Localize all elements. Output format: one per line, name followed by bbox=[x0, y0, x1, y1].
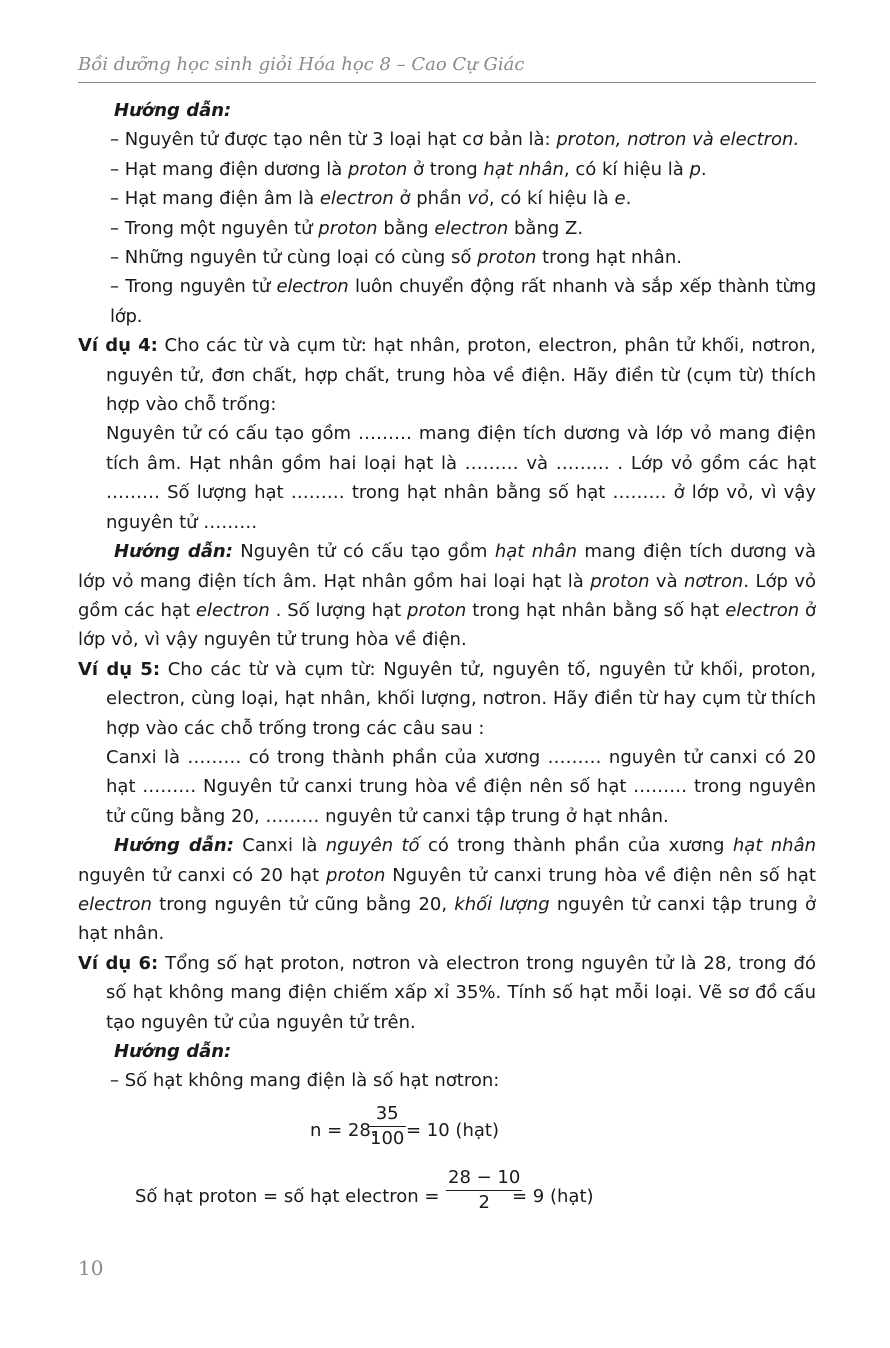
example-6-guidance-heading: Hướng dẫn: bbox=[114, 1041, 232, 1062]
guidance-line: – Hạt mang điện dương là proton ở trong hạt nhân, có kí hiệu là p. bbox=[110, 158, 707, 180]
formula-neutron: n = 28. $\frac{35}{100}$ = 10 (hạt) bbox=[310, 1102, 499, 1149]
example-5-prompt: Ví dụ 5: Cho các từ và cụm từ: Nguyên tử, nguyên tố, nguyên tử khối, proton, electron, cùng loại, hạt nhân, khối lượng, nơtron. Hãy điền từ hay cụm từ thích hợp vào các chỗ trống trong các câu sau : bbox=[78, 658, 816, 739]
guidance-line: – Trong một nguyên tử proton bằng electron bằng Z. bbox=[110, 217, 584, 239]
guidance-line: – Hạt mang điện âm là electron ở phần vỏ, có kí hiệu là e. bbox=[110, 188, 632, 210]
example-4-fill-text: Nguyên tử có cấu tạo gồm ……… mang điện tích dương và lớp vỏ mang điện tích âm. Hạt nhân gồm hai loại hạt là ……… và ……… . Lớp vỏ gồm các hạt ……… Số lượng hạt ……… trong hạt nhân bằng số hạt ……… ở lớp vỏ, vì vậy nguyên tử ……… bbox=[106, 423, 816, 533]
example-5-answer: Hướng dẫn: Canxi là nguyên tố có trong thành phần của xương hạt nhân nguyên tử canxi có 20 hạt proton Nguyên tử canxi trung hòa về điện nên số hạt electron trong nguyên tử cũng bằng 20, khối lượng nguyên tử canxi tập trung ở hạt nhân. bbox=[78, 835, 817, 945]
running-header: Bồi dưỡng học sinh giỏi Hóa học 8 – Cao Cự Giác bbox=[78, 54, 525, 75]
example-6-prompt: Ví dụ 6: Tổng số hạt proton, nơtron và electron trong nguyên tử là 28, trong đó số hạt không mang điện chiếm xấp xỉ 35%. Tính số hạt mỗi loại. Vẽ sơ đồ cấu tạo nguyên tử của nguyên tử trên. bbox=[78, 952, 816, 1033]
example-6-step: – Số hạt không mang điện là số hạt nơtron: bbox=[110, 1070, 500, 1092]
example-6-label: Ví dụ 6: bbox=[78, 952, 159, 974]
page-number: 10 bbox=[78, 1256, 104, 1280]
example-5-label: Ví dụ 5: bbox=[78, 658, 161, 680]
guidance-line: – Trong nguyên tử electron luôn chuyển động rất nhanh và sắp xếp thành từng lớp. bbox=[110, 276, 816, 327]
guidance-label: Hướng dẫn: bbox=[114, 100, 232, 121]
example-5-fill-text: Canxi là ……… có trong thành phần của xương ……… nguyên tử canxi có 20 hạt ……… Nguyên tử canxi trung hòa về điện nên số hạt ……… trong nguyên tử cũng bằng 20, ……… nguyên tử canxi tập trung ở hạt nhân. bbox=[106, 746, 816, 827]
guidance-list bbox=[78, 125, 816, 331]
guidance-line: – Nguyên tử được tạo nên từ 3 loại hạt cơ bản là: proton, nơtron và electron. bbox=[110, 129, 800, 151]
example-4-label: Ví dụ 4: bbox=[78, 335, 158, 357]
formula-proton-electron: Số hạt proton = số hạt electron = $\frac{28 - 10}{2}$ = 9 (hạt) bbox=[135, 1166, 594, 1213]
fraction: $\frac{35}{100}$ bbox=[370, 1102, 405, 1149]
example-4-answer: Hướng dẫn: Nguyên tử có cấu tạo gồm hạt nhân mang điện tích dương và lớp vỏ mang điện tích âm. Hạt nhân gồm hai loại hạt là proton và nơtron. Lớp vỏ gồm các hạt electron . Số lượng hạt proton trong hạt nhân bằng số hạt electron ở lớp vỏ, vì vậy nguyên tử trung hòa về điện. bbox=[78, 541, 816, 651]
example-4-prompt: Ví dụ 4: Cho các từ và cụm từ: hạt nhân, proton, electron, phân tử khối, nơtron, nguyên tử, đơn chất, hợp chất, trung hòa về điện. Hãy điền từ (cụm từ) thích hợp vào chỗ trống: bbox=[78, 335, 817, 416]
page-content bbox=[78, 96, 816, 1222]
guidance-line: – Những nguyên tử cùng loại có cùng số proton trong hạt nhân. bbox=[110, 247, 682, 269]
guidance-heading bbox=[78, 96, 816, 125]
fraction: $\frac{28 - 10}{2}$ bbox=[448, 1166, 521, 1213]
header-rule bbox=[78, 82, 816, 83]
